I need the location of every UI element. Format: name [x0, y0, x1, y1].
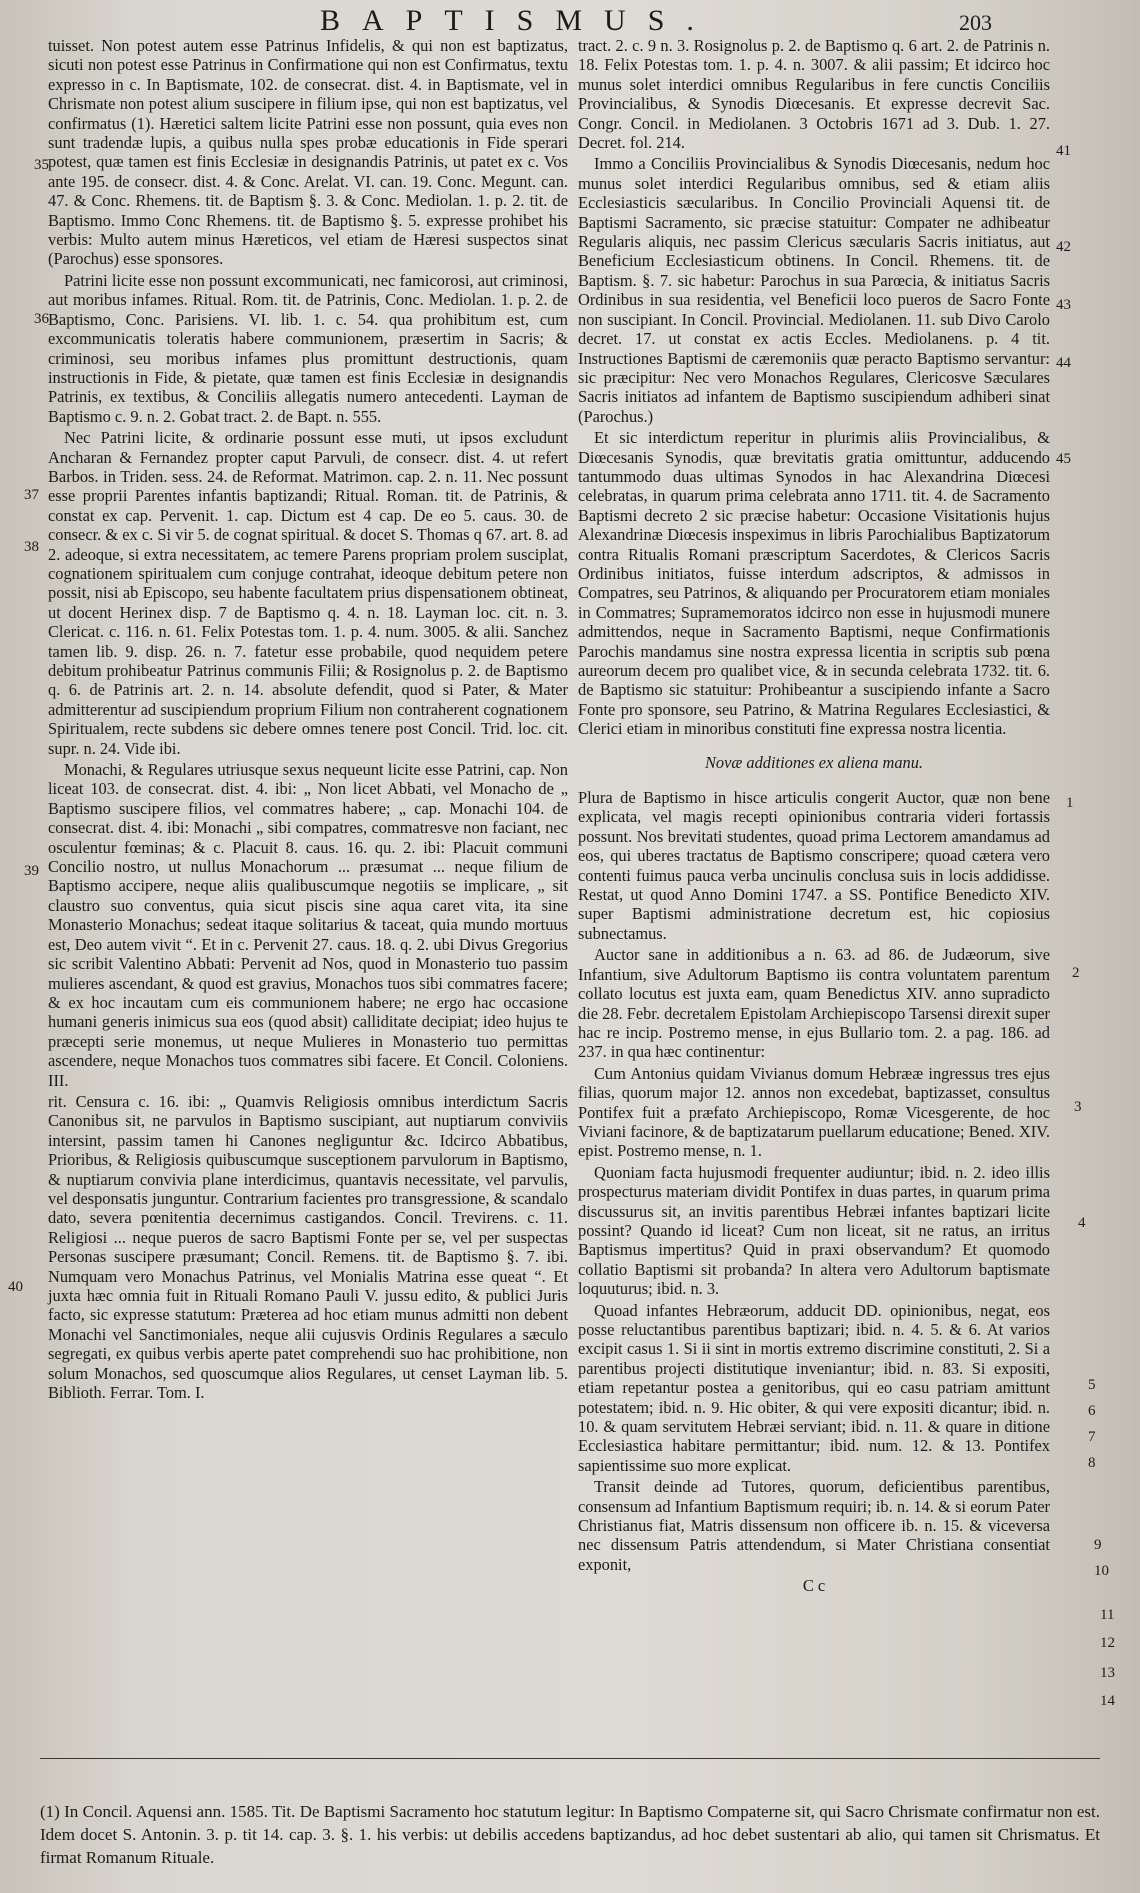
right-column: [578, 36, 1050, 1596]
right-paragraph-3: Et sic interdictum reperitur in plurimis aliis Provincialibus, & Diœcesanis Synodis, quæ brevitatis gratia omittuntur, adducendo tantummodo duas ultimas Synodos in hac Alexandrina Diœcesi celebratas, in quarum prima celebrata anno 1711. tit. 4. de Sacramento Baptismi decreto 2 sic præcise habetur: Occasione Visitationis hujus Alexandrinæ Diœcesis inspeximus in libris Parochialibus Baptizatorum contra Ritualis Romani præscriptum Sacerdotes, & Clericos Sacris Ordinibus initiatos, fuisse interdum adscriptos, & admissos in Compatres, seu Patrinos, & aliquando per Procuratorem etiam moniales in Commatres; Supramemoratos idcirco non esse in hujusmodi munere admittendos, neque in Sacramento Baptismi, neque Confirmationis Parochis mandamus sine nostra expressa licentia in scriptis sub pœna aureorum decem pro qualibet vice, & in secunda celebrata 1732. tit. 6. de Baptismo sic statuitur: Prohibeantur a suscipiendo infante a Sacro Fonte pro sponsore, seu Patrino, & Matrina Regulares Ecclesiastici, & Clerici etiam in minoribus constituti fine expressa nostra licentia.: [578, 428, 1050, 739]
margin-number: 6: [1088, 1403, 1096, 1419]
margin-number: 36: [34, 311, 49, 327]
margin-number: 3: [1074, 1099, 1082, 1115]
margin-number: 7: [1088, 1429, 1096, 1445]
margin-number: 43: [1056, 297, 1071, 313]
page-number: 203: [959, 10, 992, 35]
right-paragraph-2: Immo a Conciliis Provincialibus & Synodis Diœcesanis, nedum hoc munus solet interdici Regularibus omnibus, sed & etiam aliis Ecclesiasticis sæcularibus. In Concilio Provinciali Aquensi tit. de Baptismi Sacramento, sic præcise statuitur: Compater ne adhibeatur Regularis aliquis, nec passim Clericus sæcularis Sacris initiatus, aut Beneficium Ecclesiasticum obtinens. In Concil. Rhemens. tit. de Baptism. §. 7. sic habetur: Parochus in sua Parœcia, & initiatus Sacris Ordinibus in sua residentia, vel Beneficii loco pueros de Sacro Fonte non suscipiant. In Concil. Provincial. Mediolanen. 11. sub Divo Carolo decret. 17. ut constat ex actis Eccles. Mediolanens. p. 4 tit. Instructiones Baptismi de cæremoniis quæ peracto Baptismo servantur: sic præcipitur: Nec vero Monachos Regulares, Clericosve Sæculares Sacris initiatos ad infantem de Baptismo suscipiendum adhiberi sinat (Parochus.): [578, 154, 1050, 426]
left-paragraph-4: Monachi, & Regulares utriusque sexus nequeunt licite esse Patrini, cap. Non liceat 103. de consecrat. dist. 4. ibi: „ Non licet Abbati, vel Monacho de „ Baptismo suscipere filios, vel commatres habere; „ cap. Monachi 104. de consecrat. dist. 4. ibi: Monachi „ sibi compatres, commatresve non faciant, nec osculentur fœminas; & c. Placuit 8. caus. 16. qu. 2. ibi: Placuit communi Concilio nostro, ut nullus Monachorum ... præsumat ... neque filium de Baptismo accipere, neque aliis qualibuscumque negotiis se implicare, „ sit claustro suo conventus, quia sicut piscis sine aqua caret vita, ita sine Monasterio Monachus; sedeat itaque solitarius & taceat, quia mundo mortuus est, Deo autem vivit “. Et in c. Pervenit 27. caus. 18. q. 2. ubi Divus Gregorius sic scribit Valentino Abbati: Pervenit ad Nos, quod in Monasterio tuo passim mulieres ascendant, & quod est gravius, Monachos tuos sibi commatres facere; & ex hoc incautam cum eis communionem habere; ne ergo hac occasione humani generis inimicus sua eos (quod absit) calliditate decipiat; ideo hujus te præcepti serie monemus, ut neque Mulieres in Monasterio tuo permittas ascendere, neque Monachos tuos commatres sibi facere. Et Concil. Coloniens. III.: [48, 760, 568, 1090]
left-paragraph-2: Patrini licite esse non possunt excommunicati, nec famicorosi, aut criminosi, aut moribus infames. Ritual. Rom. tit. de Patrinis, Conc. Mediolan. 1. p. 2. de Baptismo, Conc. Parisiens. VI. lib. 1. c. 54. qua prohibitum est, cum excommunicatis toleratis habere communionem, præsertim in Sacris; & criminosi, seu moribus infames plus promittunt destructionis, quam instructionis in Fide, & pietate, quæ tamen est finis Ecclesiæ in designandis Patrinis, ex textibus, & Conciliis allegatis numero antecedenti. Layman de Baptismo c. 9. n. 2. Gobat tract. 2. de Bapt. n. 555.: [48, 270, 568, 426]
margin-number: 40: [8, 1279, 23, 1295]
section-heading: Novæ additiones ex aliena manu.: [704, 752, 924, 772]
addition-paragraph-5: Quoad infantes Hebræorum, adducit DD. opinionibus, negat, eos posse reluctantibus parentibus baptizari; ibid. n. 4. 5. & 6. At varios excipit casus 1. Si ii sint in mortis extremo discrimine constituti, 2. Si a parentibus projecti distitutique inveniantur; ibid. n. 83. Si expositi, etiam repetantur postea a genitoribus, qui eo casu patriam amittunt potestatem; ibid. n. 9. Hic obiter, & qui vere expositi dicantur; ibid. n. 10. & quam servitutem Hebræi serviant; ibid. n. 11. & quare in ditione Ecclesiastica habitare permittantur; ibid. num. 12. & 13. Pontifex sapientissime suo more explicat.: [578, 1300, 1050, 1475]
margin-number: 41: [1056, 143, 1071, 159]
addition-paragraph-3: Cum Antonius quidam Vivianus domum Hebrææ ingressus tres ejus filias, quorum major 12. annos non excedebat, baptizasset, consultus Pontifex fuit a præfato Archiepiscopo, Romæ Vicesgerente, de hoc Viviani facinore, & de baptizatarum puellarum educatione; Bened. XIV. epist. Postremo mense, n. 1.: [578, 1063, 1050, 1161]
margin-number: 37: [24, 487, 39, 503]
left-paragraph-1: tuisset. Non potest autem esse Patrinus Infidelis, & qui non est baptizatus, sicuti non potest esse Patrinus in Confirmatione qui non est Confirmatus, textu expresso in c. In Baptismate, 102. de consecrat. dist. 4. in Baptismate, vel in Chrismate non potest alium suscipere in filium ipse, qui non est baptizatus, vel confirmatus (1). Hæretici saltem licite Patrini esse non possunt, quia eves non sunt tradendæ lupis, a quibus nulla spes probæ educationis in Fide sperari potest, quæ tamen est finis Ecclesiæ in designandis Patrinis, ut patet ex c. Vos ante 195. de consecr. dist. 4. & Conc. Arelat. VI. can. 19. Conc. Megunt. can. 47. & Conc. Rhemens. tit. de Baptism §. 3. & Conc. Mediolan. 1. p. 2. tit. de Baptismo. Immo Conc Rhemens. tit. de Baptismo §. 5. expresse prohibet his verbis: Multo autem minus Hæreticos, vel etiam de Hæresi suspectos sinat (Parochus) esse sponsores.: [48, 36, 568, 269]
right-paragraph-1: tract. 2. c. 9 n. 3. Rosignolus p. 2. de Baptismo q. 6 art. 2. de Patrinis n. 18. Felix Potestas tom. 1. p. 4. n. 3007. & alii passim; Et idcirco hoc munus solet interdici omnibus Regularibus in fere cunctis Conciliis Provincialibus, & Synodis Diœcesanis. Et expresse decrevit Sac. Congr. Concil. in Mediolanen. 3 Octobris 1671 ad 3. Dub. 1. 27. Decret. fol. 214.: [578, 36, 1050, 153]
signature-mark: C c: [802, 1576, 826, 1596]
addition-paragraph-2: Auctor sane in additionibus a n. 63. ad 86. de Judæorum, sive Infantium, sive Adultorum Baptismo iis contra voluntatem parentum collato locutus est juxta eam, quam Benedictus XIV. anno supradicto die 28. Febr. decretalem Epistolam Archiepiscopo Tarsensi direxit super hac re incip. Postremo mense, in ejus Bullario tom. 2. a pag. 186. ad 237. in qua hæc continentur:: [578, 945, 1050, 1062]
running-head: [0, 4, 1140, 37]
margin-number: 14: [1100, 1693, 1115, 1709]
margin-number: 1: [1066, 795, 1074, 811]
margin-number: 38: [24, 539, 39, 555]
left-paragraph-5: rit. Censura c. 16. ibi: „ Quamvis Religiosis omnibus interdictum Sacris Canonibus sit, ne parvulos in Baptismo suscipiant, aut nuptiarum conviviis intersint, passim tamen hi Canones negliguntur &c. Idcirco Abbatibus, Prioribus, & Religiosis quibuscumque susceptionem parvulorum in Baptismo, & nuptiarum convivia plane interdicimus, quantavis necessitate, vel parvulis, vel desponsatis junguntur. Contrarium facientes pro transgressione, & scandalo dato, severa pœnitentia decernimus castigandos. Concil. Trevirens. c. 11. Religiosi ... neque pueros de sacro Baptismi Fonte per se, vel per suspectas Personas suscipere præsumant; Concil. Remens. tit. de Baptismo §. 7. ibi. Numquam vero Monachus Patrinus, vel Monialis Matrina esse queat “. Et juxta hæc omnia fuit in Rituali Romano Pauli V. jussu edito, & publici Juris facto, sic expresse statutum: Præterea ad hoc etiam munus admitti non debent Monachi vel Sanctimoniales, neque alii cujusvis Ordinis Regulares a sæculo segregati, ex quibus verbis aperte patet comprehendi suo hac prohibitione, non solum Monachos, sed quoscumque alios Regulares, ut censet Layman lib. 5. Biblioth. Ferrar. Tom. I.: [48, 1091, 568, 1403]
margin-number: 11: [1100, 1607, 1115, 1623]
margin-number: 12: [1100, 1635, 1115, 1651]
footnote-rule: [40, 1758, 1100, 1759]
addition-paragraph-6: Transit deinde ad Tutores, quorum, deficientibus parentibus, consensum ad Infantium Baptismum requiri; ib. n. 14. & si eorum Pater Christianus fiat, Matris dissensum non officere ib. n. 15. & viceversa nec dissensum Patris attendendum, si Mater Christiana consentiat exponit,: [578, 1477, 1050, 1574]
margin-number: 45: [1056, 451, 1071, 467]
margin-number: 39: [24, 863, 39, 879]
margin-number: 4: [1078, 1215, 1086, 1231]
addition-paragraph-4: Quoniam facta hujusmodi frequenter audiuntur; ibid. n. 2. ideo illis prospecturus materiam dividit Pontifex in duas partes, in quarum prima discussurus sit, an invitis parentibus Hebræi infantes baptizari licite possint? Quando id liceat? Cum non liceat, sit ne ratus, an irritus Baptismus impertitus? Quid in praxi observandum? Et quomodo collatio Baptismi sit probanda? In altera vero Adultorum baptismate loquuturus; ibid. n. 3.: [578, 1162, 1050, 1299]
margin-number: 5: [1088, 1377, 1096, 1393]
margin-number: 44: [1056, 355, 1071, 371]
left-column: [48, 36, 568, 1404]
margin-number: 13: [1100, 1665, 1115, 1681]
running-title: BAPTISMUS.: [320, 4, 716, 37]
margin-number: 8: [1088, 1455, 1096, 1471]
margin-number: 42: [1056, 239, 1071, 255]
margin-number: 2: [1072, 965, 1080, 981]
left-paragraph-3: Nec Patrini licite, & ordinarie possunt esse muti, ut ipsos excludunt Ancharan & Fernandez propter caput Parvuli, de consecr. dist. 4. ut refert Barbos. in Triden. sess. 24. de Reformat. Matrimon. cap. 2. n. 11. Nec possunt esse proprii Parentes infantis baptizandi; Ritual. Roman. tit. de Patrinis, & constat ex cap. Pervenit. 1. cap. Dictum est 4 cap. De eo 5. caus. 30. de consecr. & ex c. Si vir 5. de cognat spiritual. & docet S. Thomas q 67. art. 8. ad 2. adeoque, si extra necessitatem, ac temere Parens propriam prolem susciplat, cognationem spiritualem cum conjuge contrahat, ideoque debitum petere non possit, nisi ab Episcopo, seu habente facultatem prius dispensationem obtineat, ut docent Herinex disp. 7 de Baptismo q. 4. n. 18. Layman loc. cit. n. 3. Clericat. c. 116. n. 61. Felix Potestas tom. 1. p. 4. num. 3005. & alii. Sanchez tamen lib. 9. disp. 26. n. 7. fatetur esse probabile, quod nequidem petere debitum prohibeatur Patrinus communis Filii; & Rosignolus p. 2. de Baptismo q. 6. de Patrinis art. 2. n. 14. absolute defendit, quod si Pater, & Mater admitterentur ad suscipiendum proprium Filium non contraherent cognationem Spiritualem, recte subdens sic debere omnes tenere post Concil. Trid. loc. cit. supr. n. 24. Vide ibi.: [48, 428, 568, 758]
footnote: (1) In Concil. Aquensi ann. 1585. Tit. De Baptismi Sacramento hoc statutum legitur: In Baptismo Compaterne sit, qui Sacro Chrismate confirmatur non est. Idem docet S. Antonin. 3. p. tit 14. cap. 3. §. 1. his verbis: ut debilis accedens baptizandus, ad hoc debet sustentari ab alio, qui tamen sit Chrismatus. Et firmat Romanum Rituale.: [40, 1802, 1100, 1867]
margin-number: 9: [1094, 1537, 1102, 1553]
margin-number: 35: [34, 157, 49, 173]
addition-paragraph-1: Plura de Baptismo in hisce articulis congerit Auctor, quæ non bene explicata, vel magis recepti opinionibus contraria videri fortassis possunt. Nos brevitati studentes, quoad prima Lectorem amandamus ad eos, qui uberes tractatus de Baptismo conscripere; quoad cætera vero contenti fuimus pauca verba uncinulis conclusa suis in locis addidisse. Restat, ut quod Anno Domini 1747. a SS. Pontifice Benedicto XIV. super Baptismi administratione decretum est, hic copiosius subnectamus.: [578, 788, 1050, 943]
margin-number: 10: [1094, 1563, 1109, 1579]
